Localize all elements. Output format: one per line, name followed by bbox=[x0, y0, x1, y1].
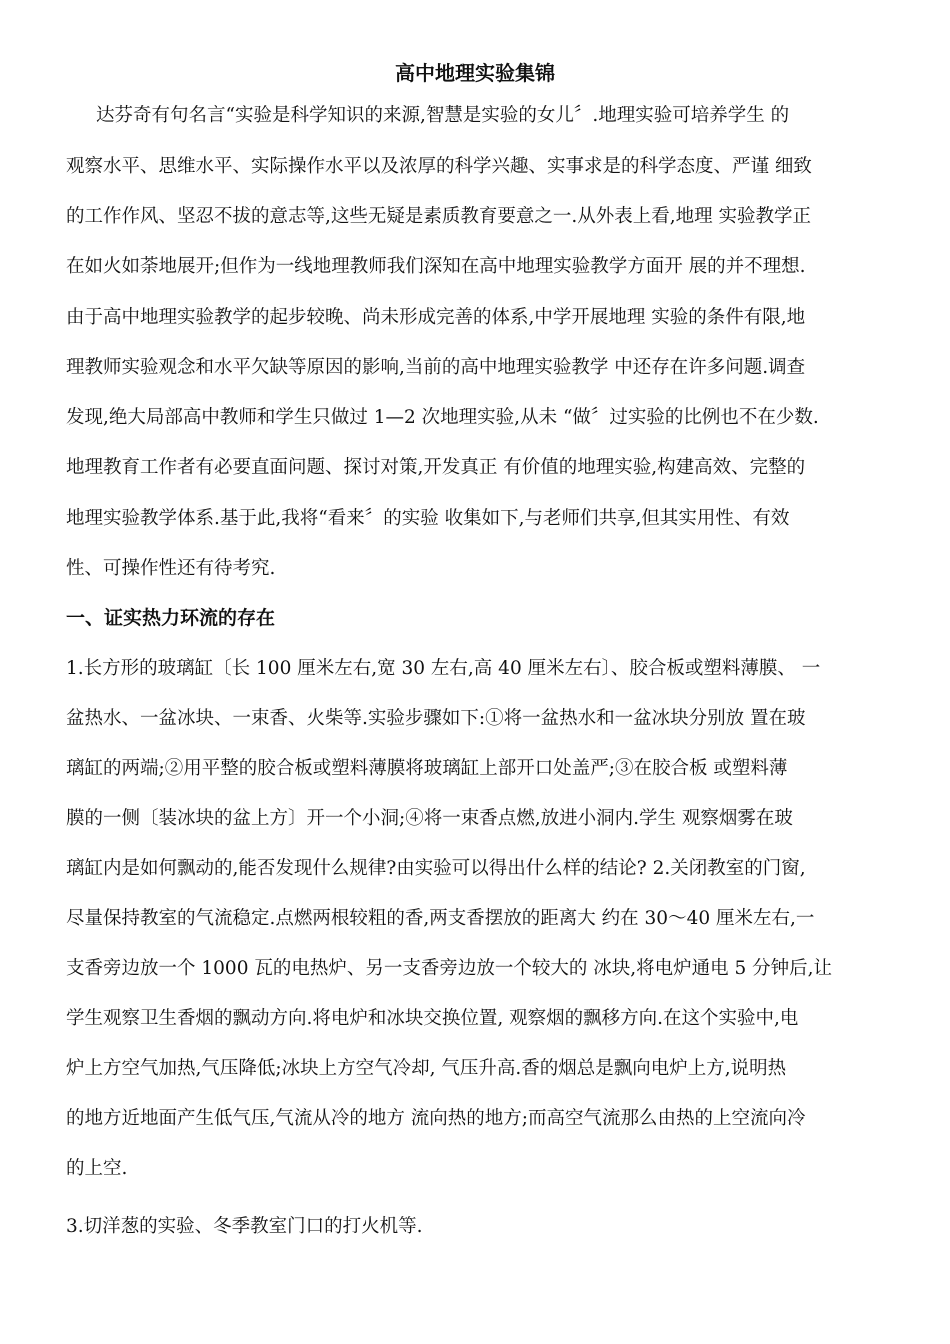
intro-line: 理教师实验观念和水平欠缺等原因的影响,当前的高中地理实验教学 中还存在许多问题.调查 bbox=[66, 357, 806, 378]
section-line: 的地方近地面产生低气压,气流从冷的地方 流向热的地方;而高空气流那么由热的上空流向冷 bbox=[66, 1108, 806, 1129]
section-item: 3.切洋葱的实验、冬季教室门口的打火机等. bbox=[66, 1216, 423, 1237]
intro-line: 发现,绝大局部高中教师和学生只做过 1—2 次地理实验,从未 “做〞过实验的比例也不在少数. bbox=[66, 407, 819, 428]
intro-line: 达芬奇有句名言“实验是科学知识的来源,智慧是实验的女儿〞.地理实验可培养学生 的 bbox=[96, 105, 790, 126]
section-line: 支香旁边放一个 1000 瓦的电热炉、另一支香旁边放一个较大的 冰块,将电炉通电 5 分钟后,让 bbox=[66, 958, 833, 979]
section-line: 膜的一侧〔装冰块的盆上方〕开一个小洞;④将一束香点燃,放进小洞内.学生 观察烟雾在玻 bbox=[66, 808, 793, 829]
section-line: 璃缸的两端;②用平整的胶合板或塑料薄膜将玻璃缸上部开口处盖严;③在胶合板 或塑料薄 bbox=[66, 758, 788, 779]
intro-line: 的工作作风、坚忍不拔的意志等,这些无疑是素质教育要意之一.从外表上看,地理 实验教学正 bbox=[66, 206, 812, 227]
document-title: 高中地理实验集锦 bbox=[395, 61, 555, 85]
intro-line: 在如火如荼地展开;但作为一线地理教师我们深知在高中地理实验教学方面开 展的并不理想. bbox=[66, 256, 806, 277]
section-line: 1.长方形的玻璃缸〔长 100 厘米左右,宽 30 左右,高 40 厘米左右〕、胶合板或塑料薄膜、 一 bbox=[66, 658, 821, 679]
intro-line: 地理教育工作者有必要直面问题、探讨对策,开发真正 有价值的地理实验,构建高效、完整的 bbox=[66, 457, 806, 478]
section-line: 炉上方空气加热,气压降低;冰块上方空气冷却, 气压升高.香的烟总是飘向电炉上方,说明热 bbox=[66, 1058, 787, 1079]
section-line: 学生观察卫生香烟的飘动方向.将电炉和冰块交换位置, 观察烟的飘移方向.在这个实验中,电 bbox=[66, 1008, 799, 1029]
intro-line: 观察水平、思维水平、实际操作水平以及浓厚的科学兴趣、实事求是的科学态度、严谨 细致 bbox=[66, 156, 812, 177]
intro-line: 性、可操作性还有待考究. bbox=[66, 558, 276, 579]
intro-line: 由于高中地理实验教学的起步较晚、尚未形成完善的体系,中学开展地理 实验的条件有限,地 bbox=[66, 307, 806, 328]
section-line: 尽量保持教室的气流稳定.点燃两根较粗的香,两支香摆放的距离大 约在 30〜40 厘米左右,一 bbox=[66, 908, 815, 929]
section-line: 的上空. bbox=[66, 1158, 128, 1179]
section-line: 盆热水、一盆冰块、一束香、火柴等.实验步骤如下:①将一盆热水和一盆冰块分别放 置在玻 bbox=[66, 708, 806, 729]
section-line: 璃缸内是如何飘动的,能否发现什么规律?由实验可以得出什么样的结论? 2.关闭教室的门窗, bbox=[66, 858, 806, 879]
intro-line: 地理实验教学体系.基于此,我将“看来〞的实验 收集如下,与老师们共享,但其实用性、有效 bbox=[66, 508, 790, 529]
section-heading: 一、证实热力环流的存在 bbox=[66, 607, 276, 629]
